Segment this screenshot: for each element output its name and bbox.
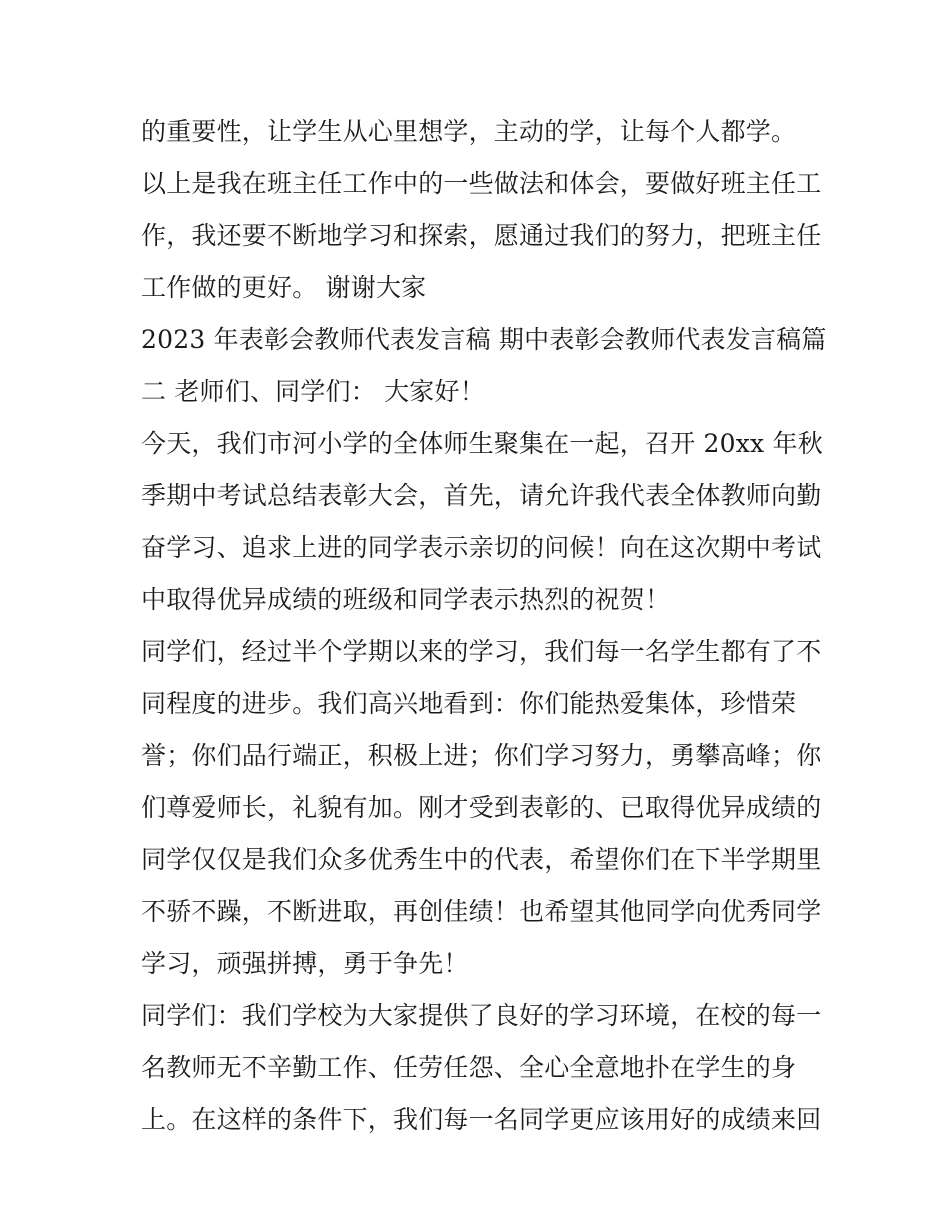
text-line: 誉；你们品行端正，积极上进；你们学习努力，勇攀高峰；你 [141, 741, 822, 770]
document-body [141, 106, 827, 1146]
text-line: 中取得优异成绩的班级和同学表示热烈的祝贺！ [141, 585, 671, 614]
greeting-line: 二 老师们、同学们： 大家好！ [141, 377, 485, 406]
text-line: 工作做的更好。 谢谢大家 [141, 273, 427, 302]
text-line: 们尊爱师长，礼貌有加。刚才受到表彰的、已取得优异成绩的 [141, 793, 822, 822]
text-line: 的重要性，让学生从心里想学，主动的学，让每个人都学。 [141, 117, 797, 146]
text-line: 名教师无不辛勤工作、任劳任怨、全心全意地扑在学生的身 [141, 1053, 797, 1082]
text-line: 奋学习、追求上进的同学表示亲切的问候！向在这次期中考试 [141, 533, 822, 562]
text-line: 同学们：我们学校为大家提供了良好的学习环境，在校的每一 [141, 1001, 822, 1030]
section-heading-line: 2023 年表彰会教师代表发言稿 期中表彰会教师代表发言稿篇 [141, 325, 827, 354]
text-line: 学习，顽强拼搏，勇于争先！ [141, 949, 469, 978]
text-line: 今天，我们市河小学的全体师生聚集在一起，召开 20xx 年秋 [141, 429, 823, 458]
text-line: 上。在这样的条件下，我们每一名同学更应该用好的成绩来回 [141, 1105, 822, 1134]
text-line: 同学仅仅是我们众多优秀生中的代表，希望你们在下半学期里 [141, 845, 822, 874]
text-line: 作，我还要不断地学习和探索，愿通过我们的努力，把班主任 [141, 221, 822, 250]
text-line: 同程度的进步。我们高兴地看到：你们能热爱集体，珍惜荣 [141, 689, 797, 718]
text-line: 以上是我在班主任工作中的一些做法和体会，要做好班主任工 [141, 169, 822, 198]
text-line: 不骄不躁，不断进取，再创佳绩！也希望其他同学向优秀同学 [141, 897, 822, 926]
text-line: 同学们，经过半个学期以来的学习，我们每一名学生都有了不 [141, 637, 822, 666]
text-line: 季期中考试总结表彰大会，首先，请允许我代表全体教师向勤 [141, 481, 822, 510]
